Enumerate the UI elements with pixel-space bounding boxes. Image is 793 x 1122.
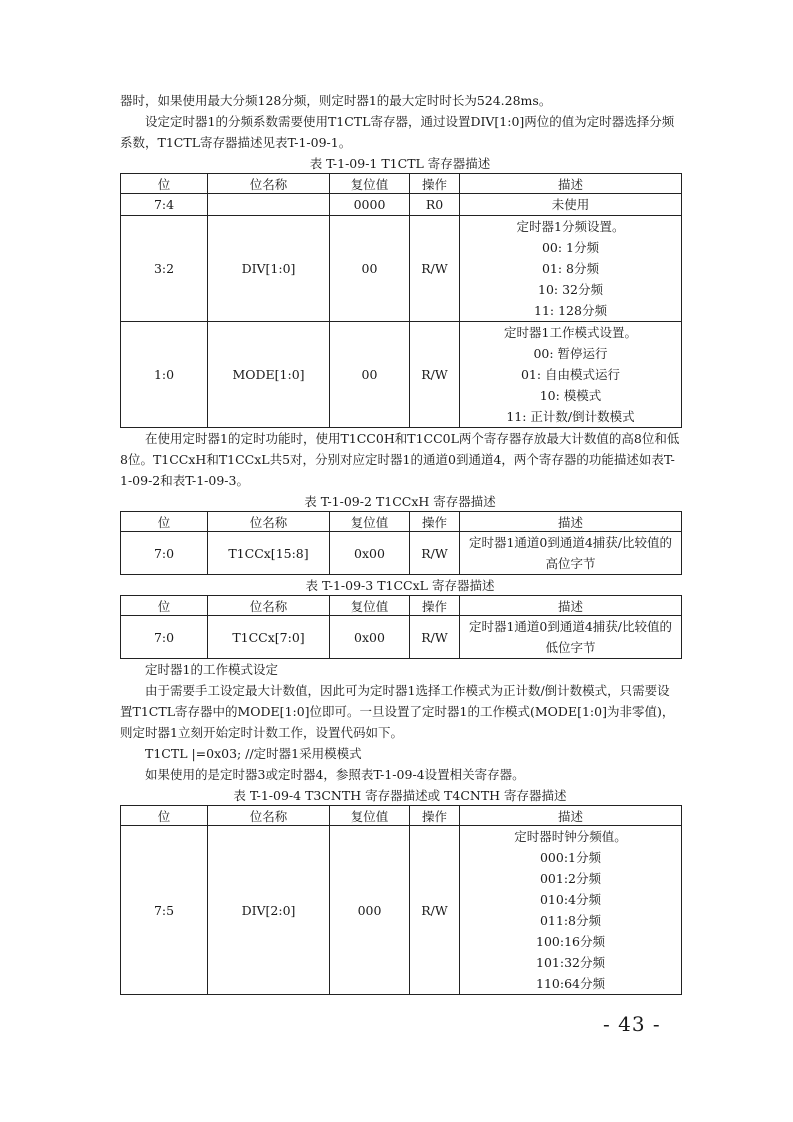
column-header: 复位值 bbox=[330, 806, 410, 826]
column-header: 操作 bbox=[410, 806, 460, 826]
table-caption: 表 T-1-09-2 T1CCxH 寄存器描述 bbox=[304, 494, 496, 509]
page-number: - 43 - bbox=[603, 1012, 661, 1036]
description-line: 011:8分频 bbox=[539, 913, 602, 928]
cell-name: DIV[1:0] bbox=[208, 216, 330, 322]
description-line: 001:2分频 bbox=[539, 871, 602, 886]
column-header: 复位值 bbox=[330, 174, 410, 194]
column-header: 位 bbox=[121, 806, 208, 826]
description-line: 11: 正计数/倒计数模式 bbox=[506, 409, 635, 424]
cell-name: MODE[1:0] bbox=[208, 322, 330, 428]
column-header: 复位值 bbox=[330, 596, 410, 616]
paragraph: 定时器1的工作模式设定 bbox=[145, 662, 278, 677]
table-caption: 表 T-1-09-4 T3CNTH 寄存器描述或 T4CNTH 寄存器描述 bbox=[233, 788, 567, 803]
column-header: 位 bbox=[121, 174, 208, 194]
column-header: 操作 bbox=[410, 596, 460, 616]
column-header: 描述 bbox=[460, 806, 682, 826]
cell-op: R/W bbox=[410, 322, 460, 428]
cell-op: R/W bbox=[410, 826, 460, 995]
table-row bbox=[121, 616, 682, 659]
cell-reset: 00 bbox=[330, 216, 410, 322]
table-row bbox=[121, 322, 682, 428]
description-line: 定时器1通道0到通道4捕获/比较值的 bbox=[468, 619, 673, 634]
column-header: 描述 bbox=[460, 596, 682, 616]
cell-bit: 7:4 bbox=[121, 194, 208, 216]
register-table-t1ctl bbox=[120, 173, 682, 428]
description-line: 000:1分频 bbox=[539, 850, 602, 865]
description-line: 00: 暂停运行 bbox=[533, 346, 608, 361]
table-row bbox=[121, 532, 682, 575]
description-line: 100:16分频 bbox=[536, 934, 605, 949]
cell-name bbox=[208, 194, 330, 216]
cell-reset: 0000 bbox=[330, 194, 410, 216]
cell-description bbox=[460, 322, 682, 428]
column-header: 复位值 bbox=[330, 512, 410, 532]
cell-bit: 7:5 bbox=[121, 826, 208, 995]
column-header: 位 bbox=[121, 596, 208, 616]
description-line: 定时器1分频设置。 bbox=[516, 219, 625, 234]
description-line: 10: 32分频 bbox=[538, 282, 603, 297]
table-row bbox=[121, 826, 682, 995]
paragraph: 如果使用的是定时器3或定时器4，参照表T-1-09-4设置相关寄存器。 bbox=[145, 767, 525, 782]
description-line: 未使用 bbox=[551, 197, 590, 212]
description-line: 定时器1工作模式设置。 bbox=[504, 325, 637, 340]
cell-op: R/W bbox=[410, 616, 460, 659]
cell-description bbox=[460, 532, 682, 575]
column-header: 描述 bbox=[460, 512, 682, 532]
table-row bbox=[121, 194, 682, 216]
cell-bit: 1:0 bbox=[121, 322, 208, 428]
column-header: 位名称 bbox=[208, 512, 330, 532]
description-line: 01: 自由模式运行 bbox=[520, 367, 621, 382]
description-line: 低位字节 bbox=[545, 640, 596, 655]
description-line: 010:4分频 bbox=[539, 892, 602, 907]
description-line: 101:32分频 bbox=[536, 955, 605, 970]
column-header: 位名称 bbox=[208, 596, 330, 616]
description-line: 10: 模模式 bbox=[539, 388, 602, 403]
table-header-row bbox=[121, 512, 682, 532]
column-header: 描述 bbox=[460, 174, 682, 194]
cell-bit: 7:0 bbox=[121, 616, 208, 659]
register-table-t1ccxh bbox=[120, 511, 682, 575]
description-line: 11: 128分频 bbox=[534, 303, 607, 318]
cell-bit: 3:2 bbox=[121, 216, 208, 322]
table-caption: 表 T-1-09-1 T1CTL 寄存器描述 bbox=[309, 156, 491, 171]
register-table-t3cnth bbox=[120, 805, 682, 995]
table-header-row bbox=[121, 596, 682, 616]
description-line: 定时器1通道0到通道4捕获/比较值的 bbox=[468, 535, 673, 550]
cell-name: DIV[2:0] bbox=[208, 826, 330, 995]
cell-description bbox=[460, 216, 682, 322]
cell-name: T1CCx[7:0] bbox=[208, 616, 330, 659]
table-caption: 表 T-1-09-3 T1CCxL 寄存器描述 bbox=[305, 578, 495, 593]
paragraph: 器时，如果使用最大分频128分频，则定时器1的最大定时时长为524.28ms。 bbox=[120, 93, 552, 108]
cell-reset: 00 bbox=[330, 322, 410, 428]
paragraph: 设定定时器1的分频系数需要使用T1CTL寄存器，通过设置DIV[1:0]两位的值为定时器选择分频系数，T1CTL寄存器描述见表T-1-09-1。 bbox=[120, 114, 675, 150]
paragraph: 在使用定时器1的定时功能时，使用T1CC0H和T1CC0L两个寄存器存放最大计数值的高8位和低8位。T1CCxH和T1CCxL共5对，分别对应定时器1的通道0到通道4，两个寄存器的功能描述如表T-1-09-2和表T-1-09-3。 bbox=[120, 431, 680, 488]
cell-description bbox=[460, 616, 682, 659]
table-row bbox=[121, 216, 682, 322]
cell-name: T1CCx[15:8] bbox=[208, 532, 330, 575]
cell-op: R/W bbox=[410, 532, 460, 575]
description-line: 高位字节 bbox=[545, 556, 596, 571]
description-line: 定时器时钟分频值。 bbox=[514, 829, 627, 844]
description-line: 110:64分频 bbox=[536, 976, 605, 991]
column-header: 位名称 bbox=[208, 174, 330, 194]
description-line: 01: 8分频 bbox=[541, 261, 600, 276]
cell-reset: 000 bbox=[330, 826, 410, 995]
code-line: T1CTL |=0x03; //定时器1采用模模式 bbox=[145, 746, 362, 761]
cell-reset: 0x00 bbox=[330, 532, 410, 575]
description-line: 00: 1分频 bbox=[541, 240, 600, 255]
cell-description bbox=[460, 194, 682, 216]
cell-reset: 0x00 bbox=[330, 616, 410, 659]
cell-description bbox=[460, 826, 682, 995]
cell-bit: 7:0 bbox=[121, 532, 208, 575]
paragraph: 由于需要手工设定最大计数值，因此可为定时器1选择工作模式为正计数/倒计数模式，只需要设置T1CTL寄存器中的MODE[1:0]位即可。一旦设置了定时器1的工作模式(MODE[1:0]为非零值)，则定时器1立刻开始定时计数工作，设置代码如下。 bbox=[120, 683, 675, 740]
register-table-t1ccxl bbox=[120, 595, 682, 659]
column-header: 操作 bbox=[410, 512, 460, 532]
page-content bbox=[120, 90, 680, 995]
table-header-row bbox=[121, 806, 682, 826]
cell-op: R0 bbox=[410, 194, 460, 216]
table-header-row bbox=[121, 174, 682, 194]
cell-op: R/W bbox=[410, 216, 460, 322]
column-header: 操作 bbox=[410, 174, 460, 194]
column-header: 位 bbox=[121, 512, 208, 532]
column-header: 位名称 bbox=[208, 806, 330, 826]
